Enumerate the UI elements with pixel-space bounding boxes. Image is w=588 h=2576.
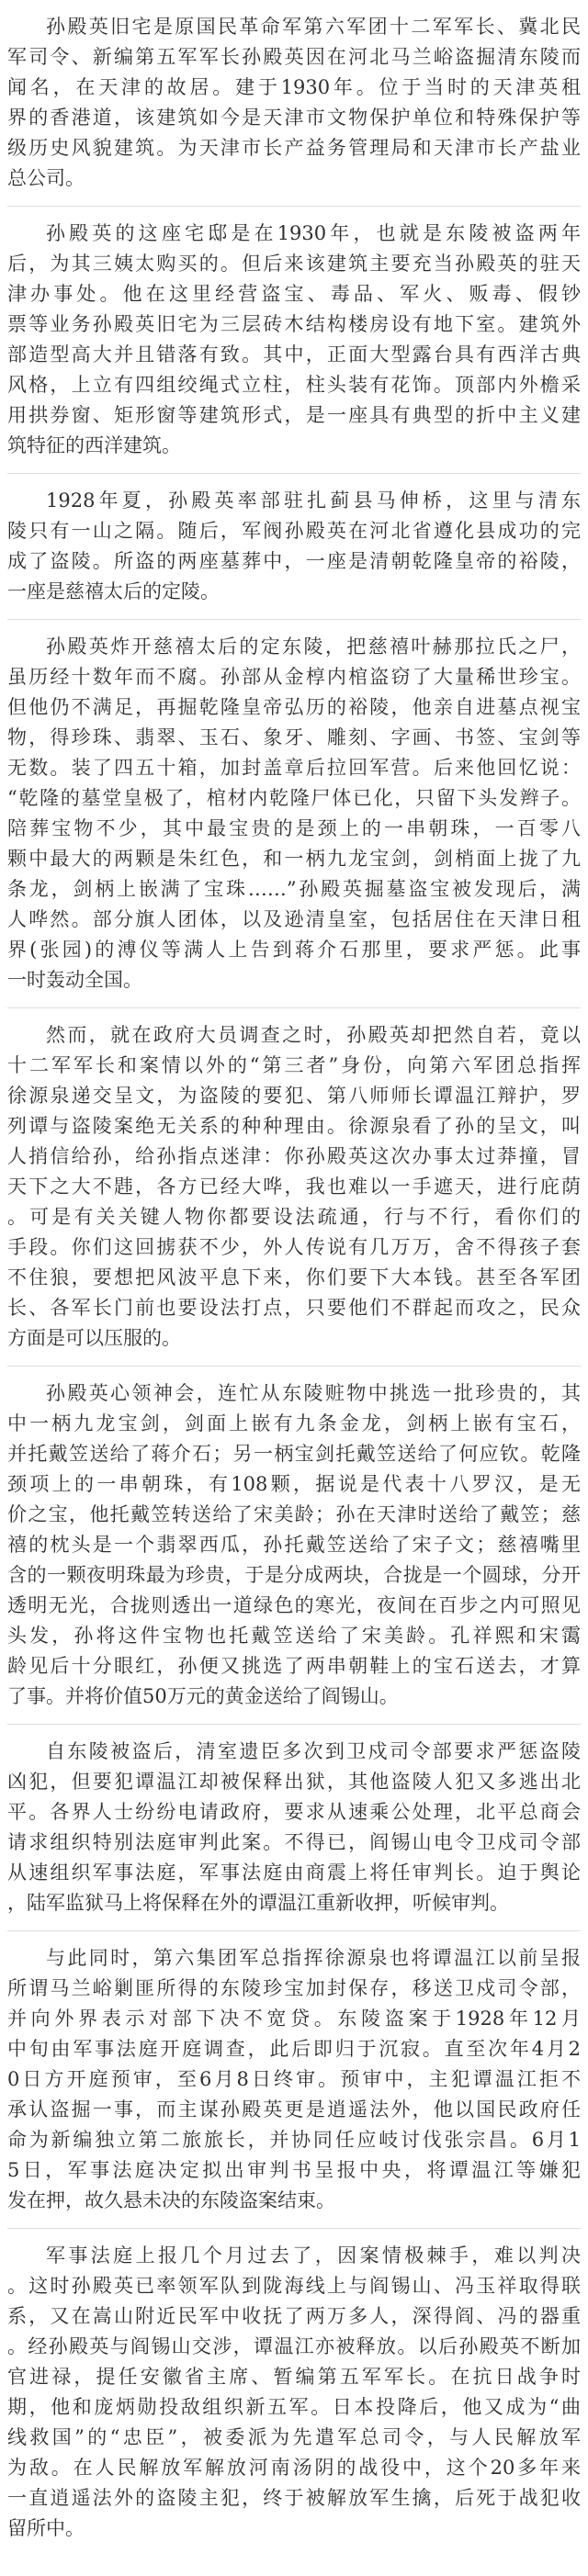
text-line: 中旬由军事法庭开庭调查，此后即归于沉寂。直至次年4月2 [7, 2038, 581, 2060]
text-line: 平。各界人士纷纷电请政府，要求从速乘公处理，北平总商会 [7, 1801, 581, 1823]
text-line: 。经孙殿英与阎锡山交涉，谭温江亦被释放。以后孙殿英不断加 [7, 2335, 581, 2357]
text-line: 为敌。在人民解放军解放河南汤阴的战役中，这个20多年来 [7, 2457, 581, 2479]
text-line: 孙殿英旧宅是原国民革命军第六军团十二军军长、冀北民 [46, 16, 581, 38]
text-line: 孙殿英的这座宅邸是在1930年，也就是东陵被盗两年 [46, 222, 581, 244]
text-line: 。可是有关关键人物你都要设法疏通，行与不行，看你们的 [7, 1206, 581, 1228]
text-line: 发在押，故久悬未决的东陵盗案结束。 [7, 2189, 335, 2211]
text-line: 筑特征的西洋建筑。 [7, 434, 181, 456]
text-line: 陪葬宝物不少，其中最宝贵的是颈上的一串朝珠，一百零八 [7, 817, 581, 839]
text-line: 列谭与盗陵案绝无关系的种种理由。徐源泉看了孙的呈文，叫 [7, 1115, 581, 1137]
text-line: 透明无光，合拢则透出一道绿色的寒光，夜间在百步之内可照见 [7, 1594, 581, 1616]
text-line: 禧的枕头是一个翡翠西瓜，孙托戴笠送给了宋子文；慈禧嘴里 [7, 1534, 581, 1556]
text-line: 天下之大不韪，各方已经大哗，我也难以一手遮天，进行庇荫 [7, 1176, 581, 1198]
text-line: 头发，孙将这件宝物也托戴笠送给了宋美龄。孔祥熙和宋霭 [7, 1625, 581, 1647]
text-line: 十二军军长和案情以外的“第三者”身份，向第六军团总指挥 [7, 1054, 581, 1076]
text-line: 界的香港道，该建筑如今是天津市文物保护单位和特殊保护等 [7, 107, 581, 129]
text-line: 。这时孙殿英已率领军队到陇海线上与阎锡山、冯玉祥取得联 [7, 2275, 581, 2297]
text-line: 颈项上的一串朝珠，有108颗，据说是代表十八罗汉，是无 [7, 1473, 581, 1495]
text-line: 闻名，在天津的故居。建于1930年。位于当时的天津英租 [7, 76, 581, 98]
text-line: 承认盗掘一事，而主谋孙殿英更是逍遥法外，他以国民政府任 [7, 2098, 581, 2120]
text-line: 并向外界表示对部下决不宽贷。东陵盗案于1928年12月 [7, 2008, 581, 2030]
text-line: 命为新编独立第二旅旅长，并协同任应岐讨伐张宗昌。6月1 [7, 2129, 581, 2151]
text-line: 成了盗陵。所盗的两座墓葬中，一座是清朝乾隆皇帝的裕陵， [7, 550, 581, 572]
text-line: 凶犯，但要犯谭温江却被保释出狱，其他盗陵人犯又多逃出北 [7, 1771, 581, 1793]
text-line: 留所中。 [7, 2517, 85, 2539]
text-line: 手段。你们这回掳获不少，外人传说有几万万，舍不得孩子套 [7, 1236, 581, 1258]
text-line: 风格，上立有四组绞绳式立柱，柱头装有花饰。顶部内外檐采 [7, 374, 581, 396]
text-line: 孙殿英炸开慈禧太后的定东陵，把慈禧叶赫那拉氏之尸， [46, 636, 581, 658]
paragraph [7, 1931, 581, 2229]
text-line: 陵只有一山之隔。随后，军阀孙殿英在河北省遵化县成功的完 [7, 520, 581, 542]
text-line: 龄见后十分眼红，孙便又挑选了两串朝鞋上的宝石送去，才算 [7, 1655, 581, 1677]
text-line: 界(张园)的溥仪等满人上告到蒋介石那里，要求严惩。此事 [7, 939, 581, 961]
text-line: 1928年夏，孙殿英率部驻扎蓟县马伸桥，这里与清东 [46, 489, 581, 512]
text-line: 一直逍遥法外的盗陵主犯，终于被解放军生擒，后死于战犯收 [7, 2487, 581, 2509]
text-line: 后，为其三姨太购买的。但后来该建筑主要充当孙殿英的驻天 [7, 253, 581, 275]
text-line: 自东陵被盗后，清室遗臣多次到卫戍司令部要求严惩盗陵 [46, 1740, 581, 1762]
text-line: 总公司。 [7, 167, 85, 189]
text-line: 了事。并将价值50万元的黄金送给了阎锡山。 [7, 1685, 399, 1707]
paragraph [7, 207, 581, 474]
paragraph [7, 620, 581, 1008]
text-line: 0日方开庭预审，至6月8日终审。预审中，主犯谭温江拒不 [7, 2068, 581, 2090]
text-line: 从速组织军事法庭，军事法庭由商震上将任审判长。迫于舆论 [7, 1862, 581, 1884]
text-line: 与此同时，第六集团军总指挥徐源泉也将谭温江以前呈报 [46, 1947, 581, 1969]
paragraph [7, 0, 581, 207]
text-line: 系，又在嵩山附近民军中收抚了两万多人，深得阎、冯的器重 [7, 2305, 581, 2327]
paragraph [7, 2229, 581, 2556]
text-line: 请求组织特别法庭审判此案。不得已，阎锡山电令卫戍司令部 [7, 1831, 581, 1853]
text-line: 一座是慈禧太后的定陵。 [7, 580, 220, 602]
text-line: 然而，就在政府大员调查之时，孙殿英却把然自若，竟以 [46, 1024, 581, 1046]
paragraph [7, 1008, 581, 1367]
text-line: 条龙，剑柄上嵌满了宝珠……”孙殿英掘墓盗宝被发现后，满 [7, 878, 581, 900]
text-line: 但他仍不满足，再掘乾隆皇帝弘历的裕陵，他亲自进墓点视宝 [7, 696, 581, 718]
text-line: 票等业务孙殿英旧宅为三层砖木结构楼房设有地下室。建筑外 [7, 313, 581, 335]
text-line: 军司令、新编第五军军长孙殿英因在河北马兰峪盗掘清东陵而 [7, 46, 581, 68]
text-line: 价之宝，他托戴笠转送给了宋美龄；孙在天津时送给了戴笠；慈 [7, 1503, 581, 1525]
text-line: 官进禄，提任安徽省主席、暂编第五军军长。在抗日战争时 [7, 2366, 581, 2388]
text-line: 徐源泉递交呈文，为盗陵的要犯、第八师师长谭温江辩护，罗 [7, 1085, 581, 1107]
paragraph [7, 474, 581, 620]
text-line: 长、各军长门前也要设法打点，只要他们不群起而攻之，民众 [7, 1297, 581, 1319]
text-line: 颗中最大的两颗是朱红色，和一柄九龙宝剑，剑梢面上拢了九 [7, 848, 581, 870]
text-line: 孙殿英心领神会，连忙从东陵赃物中挑选一批珍贵的，其 [46, 1382, 581, 1404]
text-line: 虽历经十数年而不腐。孙部从金椁内棺盗窃了大量稀世珍宝。 [7, 666, 581, 688]
text-line: “乾隆的墓堂皇极了，棺材内乾隆尸体已化，只留下头发辫子。 [7, 787, 581, 809]
text-line: 津办事处。他在这里经营盗宝、毒品、军火、贩毒、假钞 [7, 283, 581, 305]
text-line: 方面是可以压服的。 [7, 1327, 181, 1349]
text-line: 一时轰动全国。 [7, 969, 142, 991]
text-line: 线救国”的“忠臣”，被委派为先遣军总司令，与人民解放军 [7, 2426, 581, 2448]
text-line: 无数。装了四五十箱，加封盖章后拉回军营。后来他回忆说： [7, 757, 581, 779]
text-line: 军事法庭上报几个月过去了，因案情极棘手，难以判决 [46, 2244, 581, 2267]
text-line: 并托戴笠送给了蒋介石；另一柄宝剑托戴笠送给了何应钦。乾隆 [7, 1443, 581, 1465]
text-line: 用拱券窗、矩形窗等建筑形式，是一座具有典型的折中主义建 [7, 404, 581, 426]
text-line: 含的一颗夜明珠最为珍贵，于是分成两块，合拢是一个圆球，分开 [7, 1564, 581, 1586]
text-line: 5日，军事法庭决定拟出审判书呈报中央，将谭温江等嫌犯 [7, 2159, 581, 2181]
text-line: 物，得珍珠、翡翠、玉石、象牙、雕刻、字画、书签、宝剑等 [7, 726, 581, 748]
text-line: 部造型高大并且错落有致。其中，正面大型露台具有西洋古典 [7, 343, 581, 366]
article-body [7, 0, 581, 2556]
text-line: 人捎信给孙，给孙指点迷津：你孙殿英这次办事太过莽撞，冒 [7, 1145, 581, 1167]
text-line: 级历史风貌建筑。为天津市长产益务管理局和天津市长产盐业 [7, 137, 581, 159]
text-line: 中一柄九龙宝剑，剑面上嵌有九条金龙，剑柄上嵌有宝石， [7, 1412, 581, 1434]
text-line: 不住狼，要想把风波平息下来，你们要下大本钱。甚至各军团 [7, 1266, 581, 1288]
text-line: ，陆军监狱马上将保释在外的谭温江重新收押，听候审判。 [7, 1892, 509, 1914]
text-line: 人哗然。部分旗人团体，以及逊清皇室，包括居住在天津日租 [7, 908, 581, 930]
text-line: 期，他和庞炳勋投敌组织新五军。日本投降后，他又成为“曲 [7, 2396, 581, 2418]
paragraph [7, 1367, 581, 1725]
paragraph [7, 1725, 581, 1931]
text-line: 所谓马兰峪剿匪所得的东陵珍宝加封保存，移送卫戍司令部， [7, 1977, 581, 1999]
